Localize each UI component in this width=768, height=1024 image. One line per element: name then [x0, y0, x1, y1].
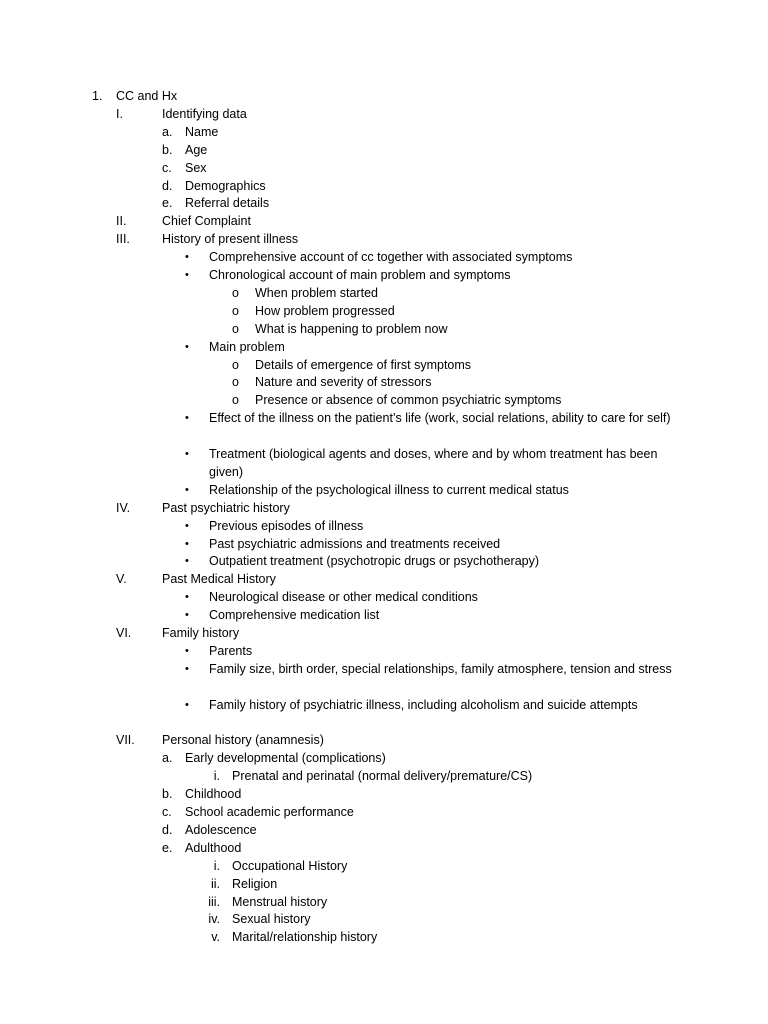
list-item-text: Adolescence — [185, 822, 257, 837]
list-item-text: Past Medical History — [162, 572, 276, 587]
list-item-text: Family size, birth order, special relationships, family atmosphere, tension and stress — [209, 661, 672, 676]
list-item-text: School academic performance — [185, 805, 354, 819]
sub-list-item — [0, 875, 768, 893]
list-item-text: Previous episodes of illness — [209, 518, 364, 533]
list-item-text: Childhood — [185, 787, 242, 802]
list-item — [0, 660, 768, 678]
list-item-text: Adulthood — [185, 840, 242, 855]
list-item — [0, 445, 768, 479]
list-marker: i. — [213, 769, 220, 784]
list-item — [0, 517, 768, 535]
list-item — [0, 839, 768, 857]
list-marker: V. — [116, 572, 127, 587]
sub-list-item — [0, 356, 768, 374]
list-item-text: Chief Complaint — [162, 214, 251, 229]
sub-list-item — [0, 391, 768, 409]
list-marker: IV. — [116, 500, 131, 515]
section-heading — [0, 212, 768, 230]
list-item — [0, 248, 768, 266]
section-heading — [0, 230, 768, 248]
bullet-marker: • — [185, 519, 189, 532]
list-item-text: Details of emergence of first symptoms — [255, 357, 472, 372]
list-marker: o — [232, 321, 239, 336]
list-item-text: Menstrual history — [232, 894, 328, 909]
list-item — [0, 141, 768, 159]
list-item-text: Past psychiatric admissions and treatments received — [209, 536, 501, 551]
bullet-marker: • — [185, 537, 189, 550]
list-item-text: CC and Hx — [116, 89, 178, 103]
list-item — [0, 535, 768, 553]
list-item-text: Demographics — [185, 178, 266, 193]
list-item — [0, 749, 768, 767]
list-item-text: Prenatal and perinatal (normal delivery/premature/CS) — [232, 769, 533, 784]
list-item-text: Nature and severity of stressors — [255, 375, 432, 390]
list-item-text: Name — [185, 124, 219, 139]
list-marker: II. — [116, 214, 127, 229]
bullet-marker: • — [185, 555, 189, 568]
bullet-marker: • — [185, 412, 189, 425]
list-item-text: History of present illness — [162, 232, 299, 247]
list-marker: o — [232, 303, 239, 318]
section-heading — [0, 731, 768, 749]
list-item-text: Parents — [209, 643, 253, 658]
list-marker: o — [232, 285, 239, 300]
section-heading — [0, 570, 768, 588]
list-item-text: Referral details — [185, 196, 270, 211]
list-item — [0, 123, 768, 141]
list-item-text: Chronological account of main problem and symptoms — [209, 268, 511, 282]
list-item-text: Marital/relationship history — [232, 930, 378, 945]
list-marker: v. — [211, 930, 220, 945]
list-marker: o — [232, 393, 239, 408]
list-marker: III. — [116, 232, 130, 247]
bullet-marker: • — [185, 340, 189, 353]
bullet-marker: • — [185, 251, 189, 264]
list-item-text: Comprehensive medication list — [209, 608, 380, 623]
list-item-text: Early developmental (complications) — [185, 751, 386, 766]
sub-list-item — [0, 320, 768, 338]
list-item — [0, 606, 768, 624]
list-item-text: Comprehensive account of cc together with associated symptoms — [209, 250, 573, 265]
list-marker: iii. — [208, 894, 220, 909]
sub-list-item — [0, 857, 768, 875]
list-item-text: Treatment (biological agents and doses, where and by whom treatment has been given) — [209, 447, 658, 479]
bullet-marker: • — [185, 662, 189, 675]
list-marker: a. — [162, 751, 173, 766]
list-item-text: Neurological disease or other medical conditions — [209, 590, 478, 605]
list-item — [0, 338, 768, 356]
list-item — [0, 642, 768, 660]
bullet-marker: • — [185, 698, 189, 711]
list-item — [0, 803, 768, 821]
sub-list-item — [0, 302, 768, 320]
list-item-text: Presence or absence of common psychiatric symptoms — [255, 393, 562, 408]
bullet-marker: • — [185, 483, 189, 496]
section-heading — [0, 105, 768, 123]
list-item-text: What is happening to problem now — [255, 321, 448, 336]
list-item — [0, 785, 768, 803]
list-marker: i. — [213, 858, 220, 873]
list-item — [0, 552, 768, 570]
sub-list-item — [0, 284, 768, 302]
list-marker: e. — [162, 840, 173, 855]
list-marker: o — [232, 375, 239, 390]
list-marker: b. — [162, 142, 173, 157]
sub-list-item — [0, 928, 768, 946]
list-item-text: How problem progressed — [255, 303, 395, 318]
list-item-text: When problem started — [255, 285, 378, 300]
list-item-text: Identifying data — [162, 106, 247, 121]
list-item-text: Religion — [232, 876, 278, 891]
sub-list-item — [0, 373, 768, 391]
list-marker: ii. — [210, 876, 220, 891]
outline-title — [0, 87, 768, 105]
list-item — [0, 194, 768, 212]
list-marker: VI. — [116, 626, 132, 640]
list-marker: e. — [162, 196, 173, 211]
list-marker: c. — [162, 805, 172, 819]
list-item-text: Family history — [162, 626, 240, 640]
list-item-text: Occupational History — [232, 858, 348, 873]
list-item — [0, 266, 768, 284]
list-marker: b. — [162, 787, 173, 802]
bullet-marker: • — [185, 609, 189, 622]
bullet-marker: • — [185, 644, 189, 657]
list-item-text: Past psychiatric history — [162, 500, 290, 515]
bullet-marker: • — [185, 269, 189, 281]
list-item-text: Outpatient treatment (psychotropic drugs or psychotherapy) — [209, 554, 540, 569]
list-item-text: Sex — [185, 160, 207, 175]
list-item-text: Main problem — [209, 339, 285, 354]
list-marker: VII. — [116, 733, 135, 748]
list-item — [0, 177, 768, 195]
list-item-text: Family history of psychiatric illness, including alcoholism and suicide attempts — [209, 697, 638, 712]
list-item-text: Sexual history — [232, 912, 311, 927]
list-item — [0, 481, 768, 499]
list-item-text: Personal history (anamnesis) — [162, 733, 324, 748]
list-item-text: Effect of the illness on the patient’s life (work, social relations, ability to care for self) — [209, 411, 671, 426]
list-marker: a. — [162, 124, 173, 139]
section-heading — [0, 624, 768, 642]
list-item — [0, 159, 768, 177]
list-item-text: Age — [185, 142, 208, 157]
list-item-text: Relationship of the psychological illness to current medical status — [209, 482, 569, 497]
list-item — [0, 409, 768, 427]
list-marker: iv. — [208, 912, 220, 927]
list-marker: d. — [162, 822, 173, 837]
list-marker: 1. — [92, 89, 103, 103]
list-marker: c. — [162, 160, 172, 175]
bullet-marker: • — [185, 448, 189, 460]
sub-list-item — [0, 767, 768, 785]
list-marker: I. — [116, 106, 123, 121]
list-item — [0, 696, 768, 714]
list-item — [0, 588, 768, 606]
sub-list-item — [0, 910, 768, 928]
list-marker: d. — [162, 178, 173, 193]
bullet-marker: • — [185, 591, 189, 604]
section-heading — [0, 499, 768, 517]
list-marker: o — [232, 357, 239, 372]
list-item — [0, 821, 768, 839]
sub-list-item — [0, 893, 768, 911]
